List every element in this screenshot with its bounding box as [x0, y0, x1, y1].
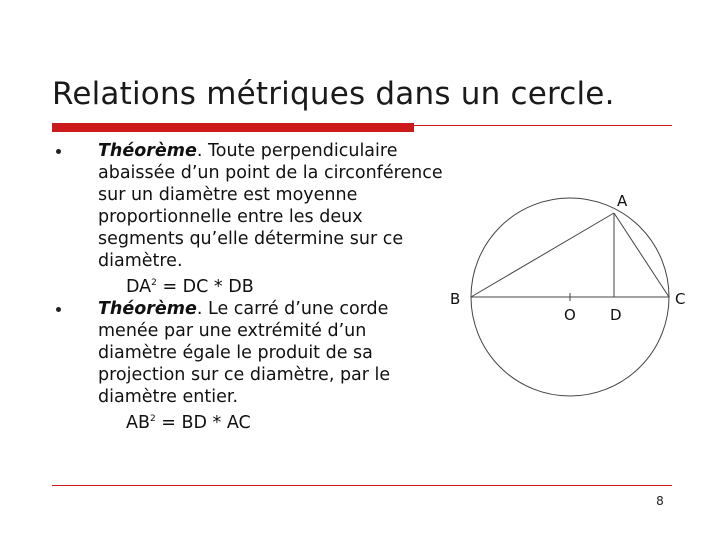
- label-b: B: [450, 290, 461, 308]
- label-o: O: [564, 306, 576, 324]
- label-d: D: [610, 306, 622, 324]
- label-c: C: [675, 290, 686, 308]
- footer-rule: [52, 485, 672, 486]
- label-a: A: [617, 192, 628, 210]
- theorem-2-statement: . Le carré d’une corde menée par une extrémité d’un diamètre égale le produit de sa projection sur ce diamètre, par le diamètre entier.: [98, 298, 391, 407]
- chord-ac: [614, 213, 669, 297]
- theorem-1-statement: . Toute perpendiculaire abaissée d’un point de la circonférence sur un diamètre est moyenne proportionnelle entre les deux segments qu’elle détermine sur ce diamètre.: [98, 141, 443, 271]
- theorem-2-formula: $AB^2$ = BD * AC: [126, 412, 251, 433]
- slide-title: Relations métriques dans un cercle.: [52, 76, 615, 112]
- theorem-1-formula: $DA^2$ = DC * DB: [126, 276, 254, 297]
- theorem-1-term: Théorème: [98, 141, 197, 161]
- chord-ab: [471, 213, 614, 297]
- theorem-2-term: Théorème: [98, 298, 197, 319]
- page-number: 8: [656, 494, 664, 508]
